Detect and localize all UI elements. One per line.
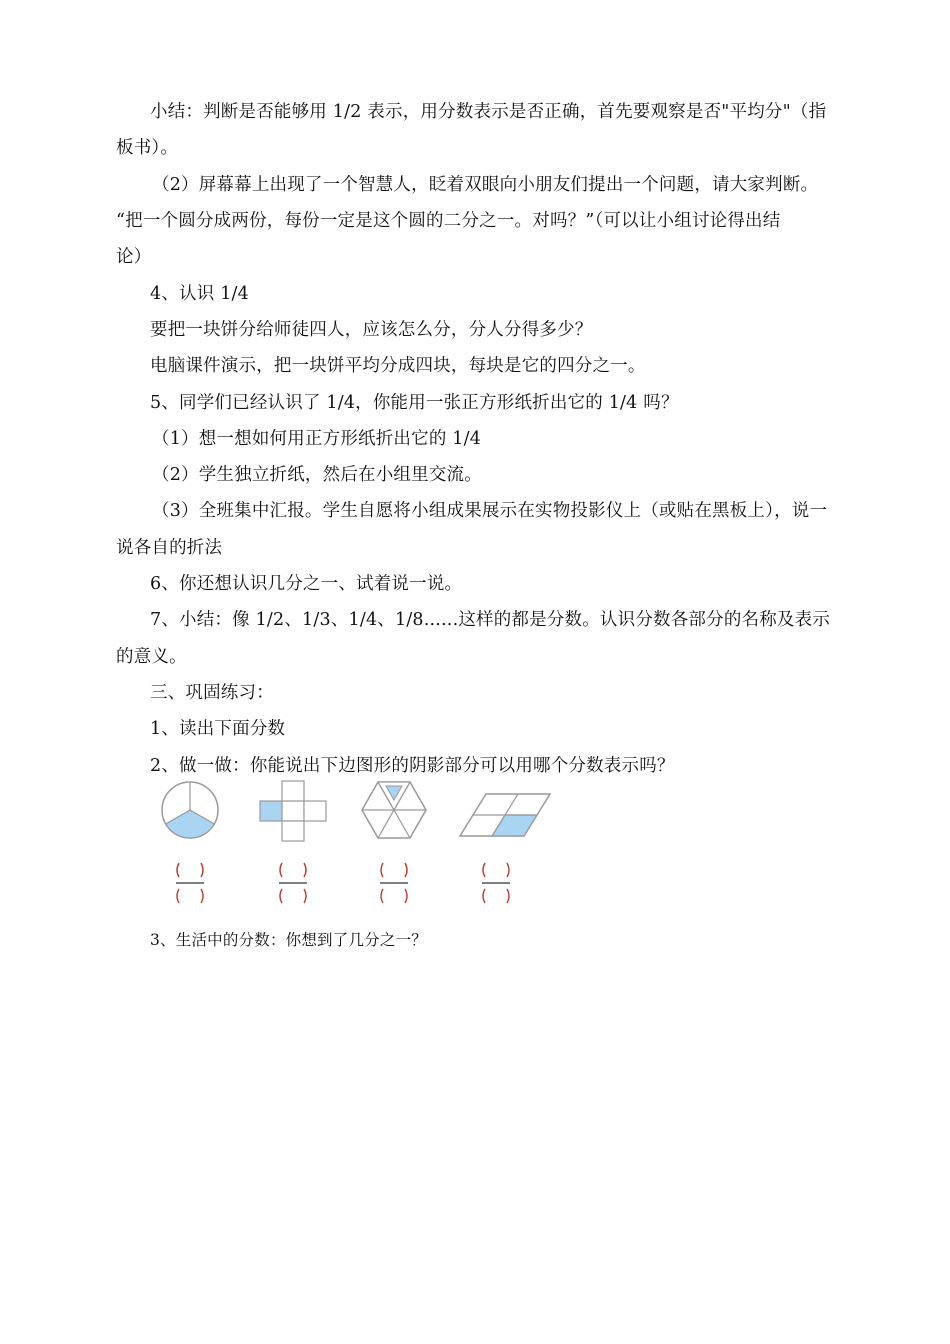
- fraction-figures: [150, 778, 570, 908]
- parallelogram-quarters-figure: [458, 792, 552, 838]
- circle-thirds-figure: [158, 778, 222, 842]
- text-line: 5、同学们已经认识了 1/4，你能用一张正方形纸折出它的 1/4 吗？: [150, 393, 679, 413]
- text-line: 要把一块饼分给师徒四人，应该怎么分，分人分得多少？: [150, 320, 593, 340]
- text-line: 的意义。: [116, 647, 187, 667]
- text-line: （3）全班集中汇报。学生自愿将小组成果展示在实物投影仪上（或贴在黑板上），说一: [152, 501, 828, 521]
- text-line: （1）想一想如何用正方形纸折出它的 1/4: [152, 429, 482, 449]
- fraction-blank-icon: [374, 860, 414, 906]
- text-line: 板书）。: [116, 138, 179, 158]
- text-line: 6、你还想认识几分之一、试着说一说。: [150, 574, 463, 594]
- text-line: “把一个圆分成两份，每份一定是这个圆的二分之一。对吗？”（可以让小组讨论得出结: [116, 211, 781, 231]
- text-line: 电脑课件演示，把一块饼平均分成四块，每块是它的四分之一。: [150, 356, 646, 376]
- fraction-blank: [273, 860, 313, 906]
- fraction-blank-icon: [476, 860, 516, 906]
- text-line: 说各自的折法: [116, 538, 223, 558]
- text-line: 三、巩固练习：: [150, 683, 274, 703]
- text-line: 论）: [116, 247, 152, 267]
- text-line: 2、做一做：你能说出下边图形的阴影部分可以用哪个分数表示吗？: [150, 756, 675, 776]
- fraction-blank-icon: [170, 860, 210, 906]
- text-line: 4、认识 1/4: [150, 284, 249, 304]
- fraction-blank: [374, 860, 414, 906]
- text-line: 3、生活中的分数：你想到了几分之一？: [150, 931, 427, 949]
- text-line: （2）学生独立折纸，然后在小组里交流。: [152, 465, 482, 485]
- cross-squares-figure: [258, 780, 328, 842]
- text-line: 1、读出下面分数: [150, 719, 286, 739]
- fraction-blank: [170, 860, 210, 906]
- text-line: （2）屏幕幕上出现了一个智慧人，眨着双眼向小朋友们提出一个问题，请大家判断。: [152, 175, 819, 195]
- fraction-blank: [476, 860, 516, 906]
- text-line: 小结：判断是否能够用 1/2 表示，用分数表示是否正确，首先要观察是否"平均分"（指: [150, 102, 827, 122]
- fraction-blank-icon: [273, 860, 313, 906]
- hexagon-sixths-figure: [360, 778, 428, 842]
- text-line: 7、小结：像 1/2、1/3、1/4、1/8......这样的都是分数。认识分数各部分的名称及表示: [150, 610, 831, 630]
